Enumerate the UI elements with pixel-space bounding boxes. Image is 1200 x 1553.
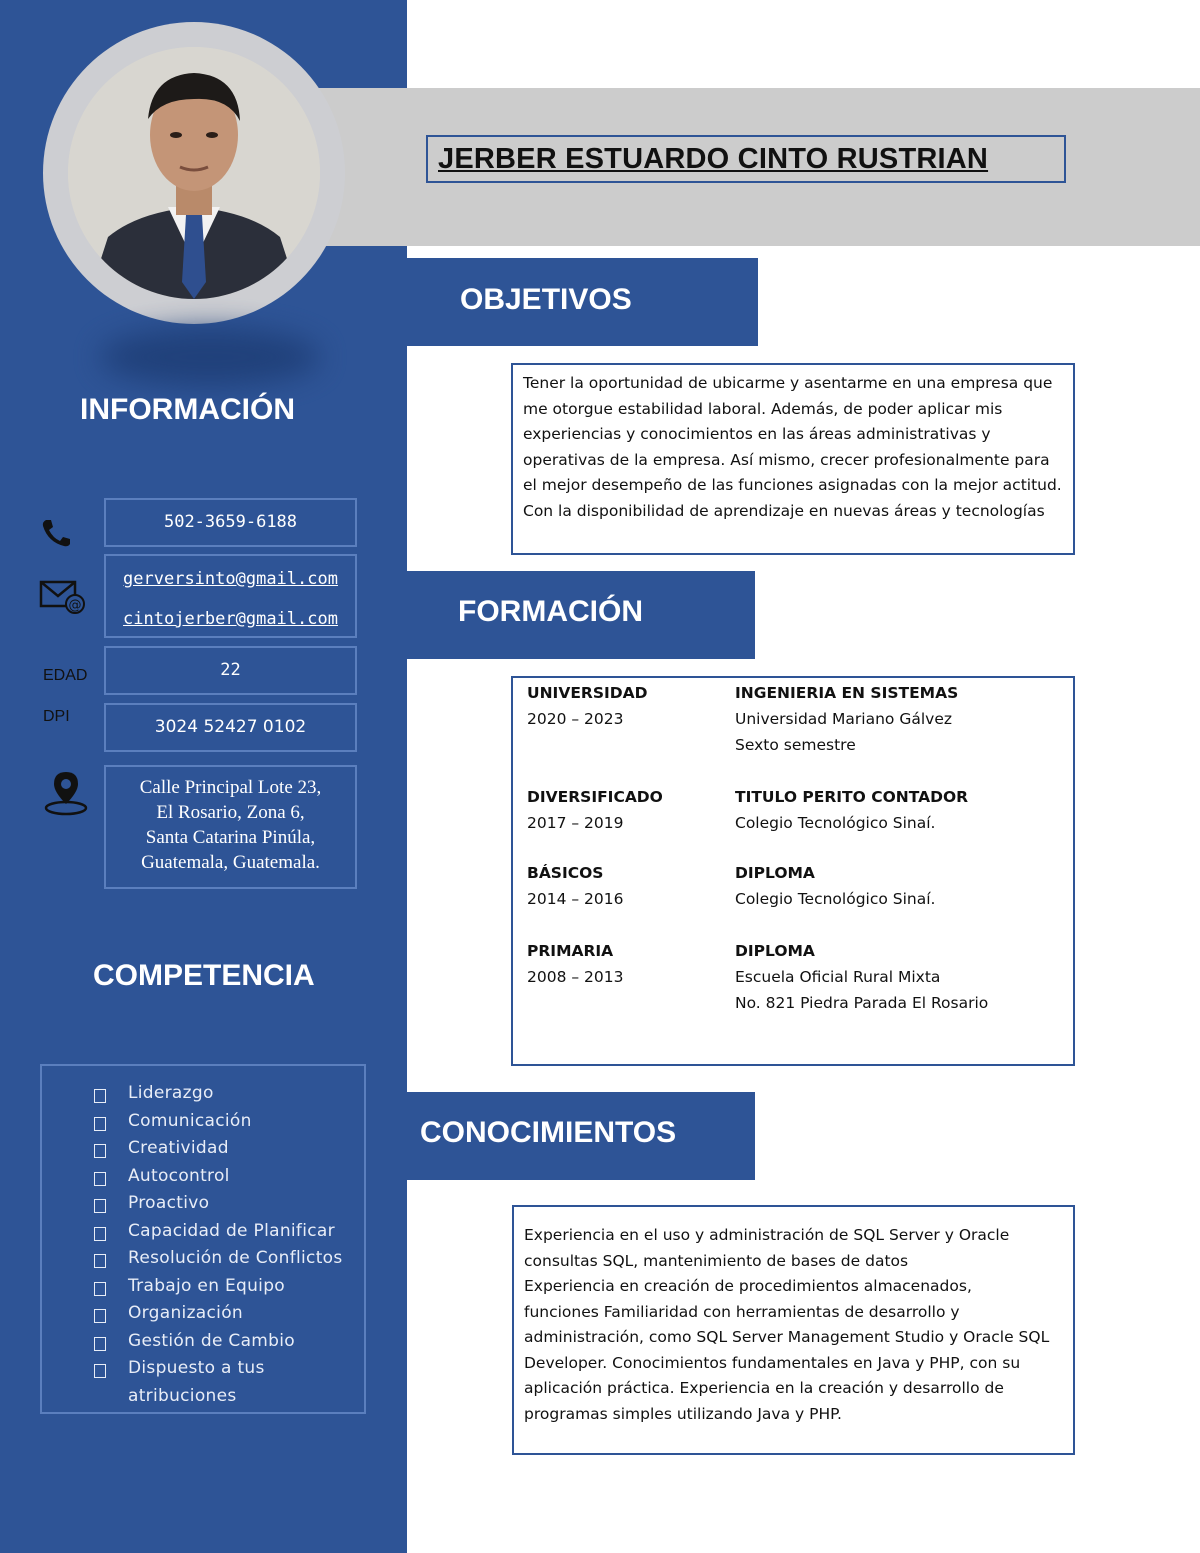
dpi-value: 3024 52427 0102 — [154, 717, 307, 737]
checkbox-icon — [94, 1227, 106, 1241]
conocimientos-line: administración, como SQL Server Management Studio y Oracle SQL — [524, 1328, 1050, 1346]
checkbox-icon — [94, 1364, 106, 1378]
edu-level-universidad: UNIVERSIDAD 2020 – 2023 — [527, 684, 648, 728]
edu-level-basicos: BÁSICOS 2014 – 2016 — [527, 864, 624, 908]
list-item: Gestión de Cambio — [42, 1328, 364, 1356]
checkbox-icon — [94, 1309, 106, 1323]
edu-detail-diversificado: TITULO PERITO CONTADOR Colegio Tecnológico Sinaí. — [735, 788, 969, 832]
competencias-box — [40, 1064, 366, 1414]
phone-icon — [40, 518, 72, 552]
location-icon — [43, 770, 89, 820]
edu-detail-basicos: DIPLOMA Colegio Tecnológico Sinaí. — [735, 864, 936, 908]
email-icon — [39, 580, 87, 620]
email-link-1[interactable]: gerversinto@gmail.com — [123, 569, 338, 589]
objetivos-title: OBJETIVOS — [460, 283, 632, 316]
conocimientos-line: Experiencia en creación de procedimientos almacenados, — [524, 1277, 972, 1295]
checkbox-icon — [94, 1144, 106, 1158]
email-box — [104, 554, 357, 638]
phone-box — [104, 498, 357, 547]
formacion-box — [511, 676, 1075, 1066]
objetivos-text: Tener la oportunidad de ubicarme y asentarme en una empresa que me otorgue estabilidad laboral. Además, de poder aplicar mis experiencias y conocimientos en las áreas administrativas y operativas de la empresa. Así mismo, crecer profesionalmente para el mejor desempeño de las funciones asignadas con la mejor actitud. Con la disponibilidad de aprendizaje en nuevas áreas y tecnologías — [523, 374, 1062, 520]
conocimientos-title: CONOCIMIENTOS — [420, 1116, 677, 1149]
person-portrait-icon — [68, 47, 320, 299]
list-item: Organización — [42, 1300, 364, 1328]
address-box — [104, 765, 357, 889]
edad-box — [104, 646, 357, 695]
address-line: El Rosario, Zona 6, — [156, 802, 305, 823]
list-item: Creatividad — [42, 1135, 364, 1163]
checkbox-icon — [94, 1117, 106, 1131]
svg-text:@: @ — [68, 598, 82, 613]
competencia-title: COMPETENCIA — [93, 959, 315, 992]
list-item-continuation: atribuciones — [128, 1385, 237, 1406]
list-item: Capacidad de Planificar — [42, 1218, 364, 1246]
list-item: Dispuesto a tus — [42, 1355, 364, 1383]
dpi-box — [104, 703, 357, 752]
list-item: Resolución de Conflictos — [42, 1245, 364, 1273]
formacion-title: FORMACIÓN — [458, 595, 643, 628]
conocimientos-line: Experiencia en el uso y administración de SQL Server y Oracle — [524, 1226, 1010, 1244]
checkbox-icon — [94, 1282, 106, 1296]
phone-number: 502-3659-6188 — [163, 512, 298, 532]
address-line: Calle Principal Lote 23, — [139, 777, 322, 798]
edu-detail-primaria: DIPLOMA Escuela Oficial Rural Mixta No. 821 Piedra Parada El Rosario — [735, 942, 989, 1012]
list-item: Trabajo en Equipo — [42, 1273, 364, 1301]
conocimientos-line: programas simples utilizando Java y PHP. — [524, 1404, 842, 1423]
checkbox-icon — [94, 1199, 106, 1213]
profile-photo — [68, 47, 320, 299]
full-name: JERBER ESTUARDO CINTO RUSTRIAN — [438, 142, 989, 175]
edu-level-primaria: PRIMARIA 2008 – 2013 — [527, 942, 624, 986]
list-item: Comunicación — [42, 1108, 364, 1136]
checkbox-icon — [94, 1254, 106, 1268]
dpi-label: DPI — [43, 708, 70, 725]
conocimientos-box — [512, 1205, 1075, 1455]
edad-label: EDAD — [43, 667, 88, 684]
email-link-2[interactable]: cintojerber@gmail.com — [123, 609, 338, 629]
list-item: Liderazgo — [42, 1080, 364, 1108]
checkbox-icon — [94, 1337, 106, 1351]
checkbox-icon — [94, 1172, 106, 1186]
edad-value: 22 — [220, 660, 241, 680]
list-item: Proactivo — [42, 1190, 364, 1218]
checkbox-icon — [94, 1089, 106, 1103]
conocimientos-line: aplicación práctica. Experiencia en la creación y desarrollo de — [524, 1379, 1004, 1397]
edu-level-diversificado: DIVERSIFICADO 2017 – 2019 — [527, 788, 663, 832]
informacion-title: INFORMACIÓN — [80, 393, 295, 426]
conocimientos-line: consultas SQL, mantenimiento de bases de datos — [524, 1251, 909, 1270]
edu-detail-universidad: INGENIERIA EN SISTEMAS Universidad Mariano Gálvez Sexto semestre — [735, 684, 959, 754]
conocimientos-line: funciones Familiaridad con herramientas de desarrollo y — [524, 1302, 960, 1321]
list-item: Autocontrol — [42, 1163, 364, 1191]
address-line: Santa Catarina Pinúla, — [145, 827, 316, 848]
objetivos-box — [511, 363, 1075, 555]
name-box — [426, 135, 1066, 183]
address-line: Guatemala, Guatemala. — [141, 852, 320, 873]
conocimientos-line: Developer. Conocimientos fundamentales en Java y PHP, con su — [524, 1353, 1021, 1372]
info-glow — [100, 328, 320, 386]
